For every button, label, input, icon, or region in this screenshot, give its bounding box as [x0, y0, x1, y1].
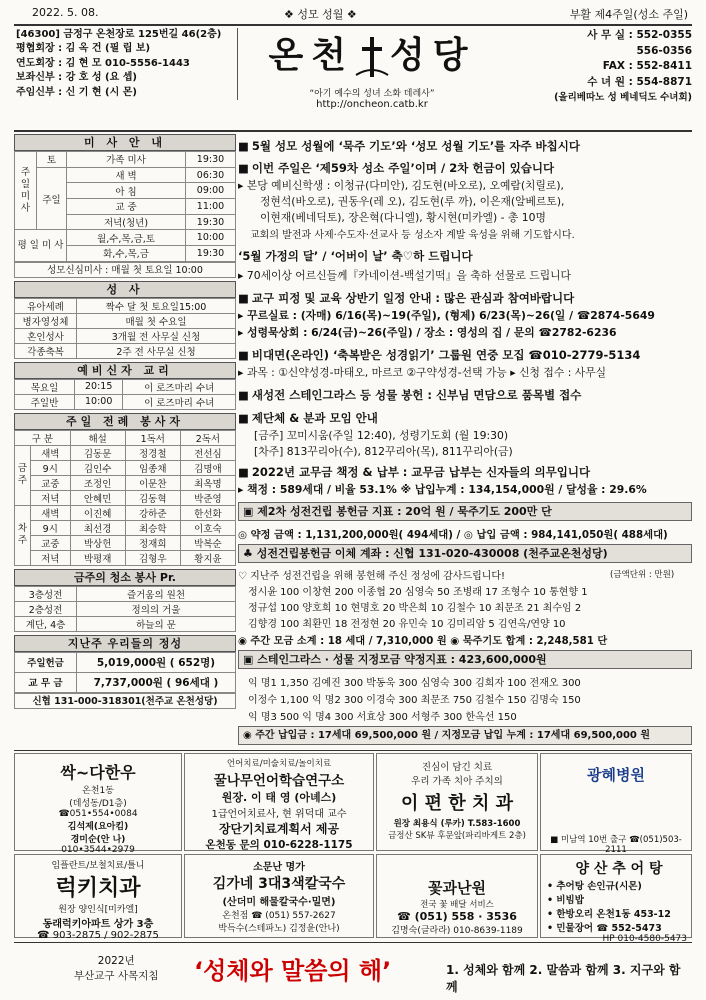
table-cell: 한선화	[180, 505, 235, 520]
issue-date: 2022. 5. 08.	[32, 6, 99, 19]
table-cell: 새 벽	[67, 167, 186, 183]
top-bar	[14, 4, 692, 22]
table-cell: 교 무 금	[15, 672, 77, 692]
table-row	[15, 601, 236, 616]
stained-glass-summary: ◉ 주간 납입금 : 17세대 69,500,000 원 / 지정모금 납입 누계 : 17세대 69,500,000 원	[238, 726, 692, 745]
table-row	[15, 328, 236, 343]
table-row	[15, 313, 236, 328]
table-cell: 화,수,목,금	[67, 246, 186, 262]
notice-may: ■ 5월 성모 성월에 ‘묵주 기도’와 ‘성모 성월 기도’를 자주 바칩시다	[238, 138, 580, 154]
header	[14, 24, 692, 132]
table-cell: 이호숙	[180, 520, 235, 535]
table-cell: 2층성전	[15, 601, 77, 616]
table-row	[15, 152, 236, 168]
table-cell: 박복순	[180, 535, 235, 550]
liturgical-day: 부활 제4주일(성소 주일)	[569, 8, 688, 21]
contact-line: FAX : 552-8411	[602, 60, 692, 72]
pastoral-slogan: ‘성체와 말씀의 해’	[194, 957, 392, 985]
ad-line: • 비빔밥	[547, 895, 584, 906]
ad-line: (산더미 해물칼국수·밀면)	[222, 897, 336, 908]
footer-year: 2022년	[97, 955, 135, 967]
ad-hanwoo	[14, 753, 182, 855]
notice-vocation: ■ 이번 주일은 ‘제59차 성소 주일’이며 / 2차 헌금이 있습니다	[238, 160, 554, 176]
table-cell: 19:30	[186, 152, 236, 168]
footer	[14, 942, 692, 994]
month-title: ❖ 성모 성월 ❖	[284, 8, 357, 21]
ad-line: • 추어탕 손인규(시몬)	[547, 881, 642, 892]
stained-glass-header: ▣ 스테인그라스 · 성물 지정모금 약정지표 : 423,600,000원	[238, 650, 692, 669]
ad-line: (데성동/D1층)	[69, 799, 127, 809]
table-cell: 해설	[70, 430, 125, 445]
table-cell: 저녁	[31, 550, 71, 565]
table-cell: 박준영	[180, 490, 235, 505]
table-cell: 강하준	[125, 505, 180, 520]
offering-table	[14, 652, 236, 693]
ad-title: 꿀나무언어학습연구소	[213, 773, 345, 789]
table-cell: 최옥명	[180, 475, 235, 490]
table-cell: 월,수,목,금,토	[67, 230, 186, 246]
website-link[interactable]: http://oncheon.catb.kr	[316, 99, 428, 110]
donor-row: 이정수 1,100 익 명2 300 이경숙 300 최문조 750 김철수 150 김명숙 150	[248, 695, 581, 706]
fund-account-header: ♣ 성전건립봉헌금 이체 계좌 : 신협 131-020-430008 (천주교온천성당)	[238, 544, 692, 563]
table-cell: 교중	[31, 535, 71, 550]
notice-line: 이현재(베네딕토), 장은혁(다니엘), 황시현(미카엘) - 총 10명	[260, 211, 546, 224]
ad-line: 원장 최용식 (루카) T.583-1600	[393, 819, 521, 829]
ad-line: 온천1동	[82, 786, 114, 796]
notice-line: ▸ 책정 : 589세대 / 비율 53.1% ※ 납입누계 : 134,154,000원 / 달성율 : 29.6%	[238, 483, 647, 496]
table-cell: 9시	[31, 520, 71, 535]
address-block	[16, 28, 238, 100]
ad-noodle	[184, 854, 374, 938]
notice-line: 정현석(바오로), 권동우(레 오), 김도현(루 까), 이은재(알베르토),	[260, 195, 565, 208]
contact-line: (올리베따노 성 베네딕도 수녀회)	[554, 92, 692, 103]
table-cell: 7,737,000원 ( 96세대 )	[77, 672, 236, 692]
table-cell: 하늘의 문	[77, 616, 236, 631]
ad-line: 언어치료/미술치료/놀이치료	[226, 759, 332, 769]
ad-line: 우리 가족 치아 주치의	[411, 776, 503, 787]
servers-title: 주일 전례 봉사자	[14, 413, 236, 430]
ad-line: • 민물장어 ☎ 552-5473	[547, 923, 662, 934]
table-cell: 이 로즈마리 수녀	[123, 379, 236, 394]
table-row	[15, 230, 236, 246]
table-cell: 2주 전 사무실 신청	[77, 343, 236, 358]
table-cell: 구 분	[15, 430, 71, 445]
sacraments-title: 성 사	[14, 281, 236, 298]
table-row	[15, 550, 236, 565]
ad-line: HP 010-4580-5473	[602, 934, 687, 944]
ad-line: 온천점 ☎ (051) 557-2627	[222, 911, 336, 921]
catechumen-title: 예비신자 교리	[14, 362, 236, 379]
ad-hospital	[540, 753, 692, 855]
ad-line: 원장 양인식[미카엘]	[58, 905, 138, 915]
notice-line: ▸ 70세이상 어르신들께『카네이션-백설기떡』을 축하 선물로 드립니다	[238, 269, 571, 282]
ad-line: 김명숙(글라라) 010-8639-1189	[391, 926, 523, 936]
building-fund-header: ▣ 제2차 성전건립 봉헌금 지표 : 20억 원 / 묵주기도 200만 단	[238, 502, 692, 521]
table-cell: 혼인성사	[15, 328, 77, 343]
notice-line: ▸ 과목 : ①신약성경-마태오, 마르코 ②구약성경-선택 가능 ▸ 신청 접수 : 사무실	[238, 366, 607, 379]
ad-chueotang	[540, 854, 692, 944]
table-cell: 19:30	[186, 214, 236, 230]
ad-line: 진심이 담긴 치료	[421, 762, 493, 773]
table-cell: 조정인	[70, 475, 125, 490]
table-cell: 10:00	[75, 394, 123, 409]
ad-line: 임플란트/보철치료/틀니	[51, 861, 145, 871]
notice-line: ▸ 꾸르실료 : (자매) 6/16(목)~19(주일), (형제) 6/23(목)~26(일 / ☎2874-5649	[238, 309, 655, 322]
ad-title: 꽃과난원	[428, 879, 486, 897]
notice-family-month: ‘5월 가정의 달’ / ‘어버이 날’ 축♡하 드립니다	[238, 249, 473, 263]
notice-line: 교회의 발전과 사제·수도자·선교사 등 성소자 계발 육성을 위해 기도합시다.	[250, 230, 575, 241]
table-row	[15, 535, 236, 550]
table-cell: 교 중	[67, 199, 186, 215]
ad-line: 010•3544•2979	[61, 845, 135, 855]
ad-line: 동래럭키아파트 상가 3층	[42, 919, 154, 930]
table-cell: 3층성전	[15, 586, 77, 601]
table-cell: 새벽	[31, 445, 71, 460]
ad-line: ☎051•554•0084	[58, 809, 138, 819]
table-cell: 김명애	[180, 460, 235, 475]
donor-row: 정시윤 100 이창현 200 이종협 20 심영숙 50 조병래 17 조형수 10 통현향 1	[248, 587, 588, 598]
ad-title: 양 산 추 어 탕	[575, 861, 663, 877]
notice-retreat: ■ 교구 피정 및 교육 상반기 일정 안내 : 많은 관심과 참여바랍니다	[238, 290, 574, 306]
catechumen-table	[14, 379, 236, 410]
table-cell: 이 로즈마리 수녀	[123, 394, 236, 409]
table-cell: 9시	[31, 460, 71, 475]
ad-line: ☎ (051) 558 · 3536	[397, 910, 517, 923]
table-cell: 안혜민	[70, 490, 125, 505]
contact-line: 556-0356	[636, 44, 692, 57]
table-cell: 저녁(청년)	[67, 214, 186, 230]
table-cell: 목요일	[15, 379, 75, 394]
ad-dental	[376, 753, 538, 851]
table-cell: 11:00	[186, 199, 236, 215]
notice-line: ▸ 본당 예비신학생 : 이청규(다미안), 김도현(바오로), 오예람(치릴로),	[238, 179, 564, 192]
address-line: 주임신부 : 신 기 현 (시 몬)	[16, 86, 137, 98]
ad-line: 박득수(스테파노) 김정윤(안나)	[218, 924, 340, 934]
contact-block	[506, 28, 692, 106]
ad-line: 금정산 SK뷰 후문앞(파리바게트 2층)	[388, 831, 526, 841]
table-cell: 최승학	[125, 520, 180, 535]
table-cell: 정의의 거울	[77, 601, 236, 616]
table-row	[15, 490, 236, 505]
table-cell: 김동문	[70, 445, 125, 460]
table-cell: 김인수	[70, 460, 125, 475]
table-cell: 임종채	[125, 460, 180, 475]
table-cell: 06:30	[186, 167, 236, 183]
ad-title: 럭키치과	[55, 876, 141, 901]
logo-slogan: “아기 예수의 성녀 소화 데레사”	[309, 89, 435, 99]
table-row	[15, 379, 236, 394]
notice-dues: ■ 2022년 교무금 책정 & 납부 : 교무금 납부는 신자들의 의무입니다	[238, 464, 590, 480]
table-cell: 09:00	[186, 183, 236, 199]
diocese-block	[74, 953, 158, 983]
ad-line: 전국 꽃 배달 서비스	[420, 900, 494, 910]
mass-note: 성모신심미사 : 매월 첫 토요일 10:00	[14, 262, 236, 278]
ad-line: 1급언어치료사, 현 위덕대 교수	[211, 809, 347, 820]
table-cell: 차주	[15, 505, 31, 565]
pastoral-items: 1. 성체와 함께 2. 말씀과 함께 3. 지구와 함께	[446, 963, 681, 994]
table-cell: 토	[37, 152, 67, 168]
table-cell: 황지윤	[180, 550, 235, 565]
amount-unit: (금액단위 : 만원)	[610, 570, 675, 580]
donor-thanks: ♡ 지난주 성전건립을 위해 봉헌해 주신 정성에 감사드립니다!	[238, 571, 506, 582]
contact-line: 사 무 실 : 552-0355	[587, 29, 692, 41]
table-cell: 계단, 4층	[15, 616, 77, 631]
table-row	[15, 520, 236, 535]
donor-row: 정규섭 100 양호희 10 현명호 20 박은희 10 김철수 10 최문조 21 최수임 2	[248, 603, 582, 614]
ad-line: 온천동 문의 010-6228-1175	[205, 839, 353, 851]
table-cell: 박상헌	[70, 535, 125, 550]
notice-line: [차주] 813꾸리아(수), 812꾸리아(목), 811꾸리아(금)	[254, 445, 513, 458]
table-cell: 1독서	[125, 430, 180, 445]
notice-line: [금주] 꼬미시움(주일 12:40), 성령기도회 (월 19:30)	[254, 429, 509, 442]
table-cell: 짝수 달 첫 토요일15:00	[77, 298, 236, 313]
building-fund-amount: ◎ 약정 금액 : 1,131,200,000원( 494세대) / ◎ 납입 금액 : 984,141,050원( 488세대)	[238, 529, 668, 541]
address-line: 연도회장 : 김 현 모 010-5556-1443	[16, 57, 190, 69]
ad-line: ☎ 903-2875 / 902-2875	[37, 930, 159, 941]
table-row	[15, 445, 236, 460]
mass-schedule-title: 미 사 안 내	[14, 134, 236, 151]
table-cell: 김동혁	[125, 490, 180, 505]
table-cell: 매월 첫 수요일	[77, 313, 236, 328]
ad-title: 김가네 3대3색칼국수	[212, 876, 346, 892]
donor-row: 익 명3 500 익 명4 300 서효상 300 서형주 300 한옥선 150	[248, 712, 517, 723]
table-cell: 평 일 미 사	[15, 230, 67, 261]
table-row	[15, 167, 236, 183]
table-row	[15, 430, 236, 445]
table-cell: 이문찬	[125, 475, 180, 490]
parish-logo	[250, 32, 494, 130]
table-row	[15, 298, 236, 313]
table-row	[15, 652, 236, 672]
ad-title: 이 편 한 치 과	[400, 793, 513, 814]
notice-bible: ■ 비대면(온라인) ‘축복받은 성경읽기’ 그룹원 연중 모집 ☎010-2779-5134	[238, 347, 640, 363]
footer-diocese: 부산교구 사목지침	[74, 970, 159, 982]
ad-line: 경미순(안 나)	[70, 835, 126, 845]
ad-flower	[376, 854, 538, 938]
ad-lucky-dental	[14, 854, 182, 941]
weekly-fund-summary: ◉ 주간 모금 소계 : 18 세대 / 7,310,000 원 ◉ 묵주기도 합계 : 2,248,581 단	[238, 636, 608, 647]
table-cell: 새벽	[31, 505, 71, 520]
table-cell: 각종축복	[15, 343, 77, 358]
cleaning-title: 금주의 청소 봉사 Pr.	[14, 569, 236, 586]
address-line: [46300] 금정구 온천장로 125번길 46(2층)	[16, 29, 222, 40]
table-row	[15, 586, 236, 601]
table-row	[15, 505, 236, 520]
table-cell: 김형우	[125, 550, 180, 565]
table-cell: 19:30	[186, 246, 236, 262]
ads-section	[14, 750, 692, 944]
contact-line: 수 녀 원 : 554-8871	[587, 75, 692, 88]
table-cell: 주일헌금	[15, 652, 77, 672]
donor-row: 익 명1 1,350 김예진 300 박동욱 300 심영숙 300 김희자 100 전재오 300	[248, 678, 581, 689]
cross-icon	[354, 35, 390, 79]
ad-line: 소문난 명가	[253, 862, 305, 873]
table-cell: 최선경	[70, 520, 125, 535]
table-cell: 3개월 전 사무실 신청	[77, 328, 236, 343]
table-row	[15, 672, 236, 692]
table-cell: 금주	[15, 445, 31, 505]
table-cell: 20:15	[75, 379, 123, 394]
table-cell: 주일	[37, 167, 67, 230]
offering-title: 지난주 우리들의 정성	[14, 635, 236, 652]
table-cell: 유아세례	[15, 298, 77, 313]
table-cell: 2독서	[180, 430, 235, 445]
notice-stained-glass: ■ 새성전 스테인그라스 등 성물 봉헌 : 신부님 면담으로 품목별 접수	[238, 387, 581, 403]
table-cell: 전선심	[180, 445, 235, 460]
table-row	[15, 343, 236, 358]
ad-line: 장단기치료계획서 제공	[218, 822, 340, 836]
logo-text-left: 온천	[268, 35, 354, 76]
table-cell: 저녁	[31, 490, 71, 505]
table-cell: 이진혜	[70, 505, 125, 520]
table-cell: 병자영성체	[15, 313, 77, 328]
table-row	[15, 394, 236, 409]
table-cell: 아 침	[67, 183, 186, 199]
table-cell: 가족 미사	[67, 152, 186, 168]
bank-account: 신협 131-000-318301(천주교 온천성당)	[14, 693, 236, 709]
donor-row: 김향경 100 최환민 18 전정현 20 유민숙 10 김미리암 5 김연옥/연양 10	[248, 619, 566, 630]
table-row	[15, 460, 236, 475]
table-cell: 정재희	[125, 535, 180, 550]
left-column	[14, 134, 236, 709]
address-line: 평협회장 : 김 옥 건 (필 립 보)	[16, 43, 151, 55]
mass-schedule-table	[14, 151, 236, 262]
ad-line: 김석제(요아킴)	[67, 822, 129, 832]
sacraments-table	[14, 298, 236, 359]
ad-line: ■ 미남역 10번 출구 ☎(051)503-2111	[550, 835, 682, 855]
table-cell: 즐거움의 원천	[77, 586, 236, 601]
table-row	[15, 475, 236, 490]
table-row	[15, 616, 236, 631]
ad-line: • 한방오리 온천1동 453-12	[547, 909, 671, 920]
notice-line: ▸ 성령묵상회 : 6/24(금)~26(주일) / 장소 : 영성의 집 / 문의 ☎2782-6236	[238, 326, 617, 339]
ad-line: 원장. 이 태 영 (아녜스)	[221, 791, 337, 804]
logo-text-right: 성당	[390, 35, 476, 76]
table-cell: 교중	[31, 475, 71, 490]
ad-language-clinic	[184, 753, 374, 851]
ad-title: 광혜병원	[587, 766, 645, 784]
ad-title: 싹~다한우	[60, 763, 136, 782]
servers-table	[14, 430, 236, 566]
cleaning-table	[14, 586, 236, 632]
table-cell: 주일반	[15, 394, 75, 409]
table-cell: 정경철	[125, 445, 180, 460]
table-cell: 박평재	[70, 550, 125, 565]
notice-meetings: ■ 제단체 & 분과 모임 안내	[238, 410, 378, 426]
table-cell: 5,019,000원 ( 652명)	[77, 652, 236, 672]
table-cell: 주일미사	[15, 152, 37, 230]
address-line: 보좌신부 : 강 호 성 (요 셉)	[16, 72, 137, 84]
table-cell: 10:00	[186, 230, 236, 246]
